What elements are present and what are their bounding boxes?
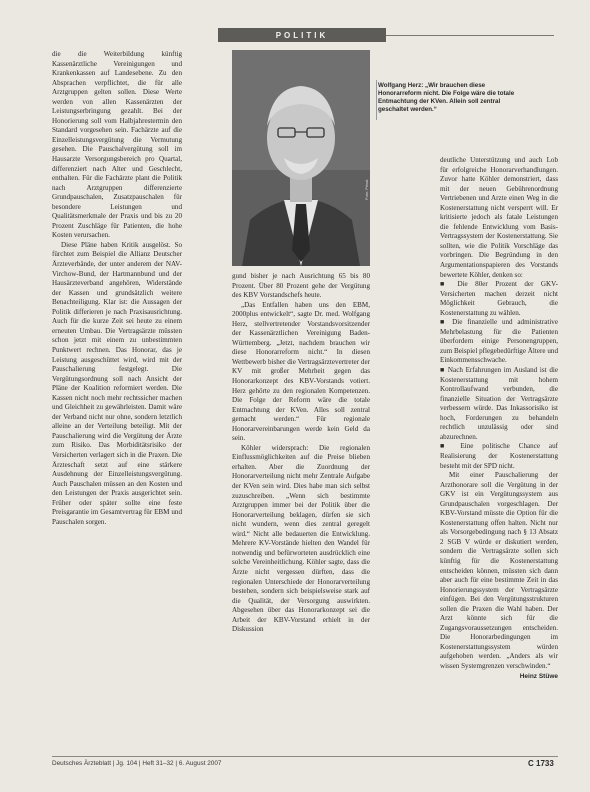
- footer-rule: [52, 756, 558, 757]
- journal-info: Deutsches Ärzteblatt | Jg. 104 | Heft 31–32 | 6. August 2007: [52, 760, 222, 767]
- bullet-item: ■ Nach Erfahrungen im Ausland ist die Kostenerstattung mit hohem Kontrollaufwand verbunden, die finanzielle Situation der Vertragsärzte verbessern würde. Das Inkassorisiko ist hoch, Forderungen zu behandeln rechtlich unzulässig oder sind abzurechnen.: [440, 366, 558, 441]
- paragraph: gund bisher je nach Ausrichtung 65 bis 80 Prozent. Über 80 Prozent gehe der Vergütung des KBV Vorstandschefs heute.: [232, 272, 370, 300]
- paragraph: Köhler widersprach: Die regionalen Einflussmöglichkeiten auf die Preise blieben erhalten. Aber die Zuordnung der Honorarverteilung nicht mehr Zentrale Aufgabe der KVen sein wird. Dies habe man sich selbst zuzuschreiben. „Wenn sich bestimmte Arztgruppen immer bei der Politik über die Honorarverteilung beklagen, dürfen sie sich nicht wundern, wenn dies zentral geregelt wird.“ Nicht alle bedauerten die Entwicklung. Mehrere KV-Vorstände hielten den Wandel für notwendig und befürworteten ausdrücklich eine solche Vereinheitlichung. Köhler sagte, dass die Ärzte nicht vergessen dürften, dass die regionalen Unterschiede der Honorarverteilung bestehen, sondern sich beispielsweise stark auf die Qualität, der Versorgung auswirkten. Abgesehen über das Honorarkonzept sei die Arbeit der KBV-Vorstand erhielt in der Diskussion: [232, 443, 370, 634]
- bullet-item: ■ Die finanzielle und administrative Mehrbelastung für die Patienten überfordern einige Personengruppen, zum Beispiel pflegebedürftige Ältere und Einkommensschwache.: [440, 318, 558, 365]
- caption-rule: [376, 80, 377, 120]
- section-title: POLITIK: [275, 30, 329, 40]
- article-column-2: [232, 272, 370, 635]
- photo-credit: Foto: Privat: [364, 179, 369, 200]
- article-column-1: [52, 50, 182, 527]
- paragraph: „Das Entfallen haben uns den EBM, 2000plus entwickelt“, sagte Dr. med. Wolfgang Herz, stellvertretender Vorstandsvorsitzender der Kassenärztlichen Vereinigung Baden-Württemberg. „Jetzt, nachdem brauchen wir diese Honorarreform nicht.“ In diesen Wettbewerb bisher die Vertragsärztevertreter der KV mit großer Mehrheit gegen das Honorarkonzept des KBV-Vorstands votiert. Herz gehörte zu den regionalen Kompetenzen. Die Folge der Reform wäre die totale Entmachtung der KVen. Alles soll zentral gemacht werden.“ Für regionale Honorarvereinbarungen werde kein Geld da sein.: [232, 300, 370, 443]
- bullet-item: ■ Die 80er Prozent der GKV-Versicherten machen derzeit nicht Möglichkeit Gebrauch, die Kostenerstattung zu wählen.: [440, 280, 558, 317]
- paragraph: Diese Pläne haben Kritik ausgelöst. So fürchtet zum Beispiel die Allianz Deutscher Ärzteverbände, der unter anderem der NAV-Virchow-Bund, der Hartmannbund und der Hausärzteverband angehören, Widerstände der Kassen und grundsätzlich weitere Benachteiligung. Klar ist: die Aussagen der Politik differieren je nach Praxisausrichtung. Auch für die kurze Zeit sei heute zu einem erneuten Umbau. Die Vertragsärzte müssten schon jetzt mit einem zu unbestimmten Punktwert rechnen. Das Honorar, das je Leistung ausgeschüttet wird, wird mit der Pauschalierung festgelegt. Die Vergütungsordnung soll nach Ansicht der Pläne der Koalition reformiert werden. Die Kassen nicht noch mehr rechtssicher machen und Gleichheit zu gewährleisten. Damit wäre der Verband nicht nur ohne, sondern letztlich alleine an der Verteilung beteiligt. Mit der Pauschalierung wird die Vergütung der Ärzte zum Risiko. Das Morbiditätsrisiko der Versicherten verlagert sich in die Praxen. Die Ärzteschaft setzt auf eine stärkere Ausdehnung der Einzelleistungsvergütung. Auch Pauschalen müssen an den Kosten und den Leistungen der Praxis ausgerichtet sein. Früher oder später sollte eine feste Preisgarantie im Gesamtvertrag für EBM und Pauschalen sorgen.: [52, 240, 182, 526]
- photo-caption: Wolfgang Herz: „Wir brauchen diese Honorarreform nicht. Die Folge wäre die totale Entmachtung der KVen. Allein soll zentral geschaltet werden.“: [378, 82, 515, 113]
- portrait-photo: [232, 50, 370, 266]
- paragraph: Mit einer Pauschalierung der Arzthonorare soll die Vergütung in der GKV ist ein Vergütungssystem aus Grundpauschalen vorgeschlagen. Der KBV-Vorstand müsste die Option für die Kostenerstattung offen halten. Nicht nur als Vorsorgebedingung nach § 13 Absatz 2 SGB V würde er diskutiert werden, sondern die Vertragsärzte sollen sich künftig für die Kostenerstattung entscheiden können, müssten sich dann aber auch für eine bestimmte Zeit in das Honorierungssystem der Vertragsärzte einfügen. Bei den Vergütungsstrukturen sollen die Praxen die Wahl haben. Der Arzt könnte sich für die Zugangsvoraussetzungen entscheiden. Die Honorarbedingungen im Kostenerstattungssystem würden aufgehoben werden. „Anders als wir wissen Systemgrenzen verschwinden.“: [440, 471, 558, 670]
- author-signature: Heinz Stüwe: [519, 672, 558, 680]
- page-number: C 1733: [528, 759, 554, 768]
- paragraph: deutliche Unterstützung und auch Lob für erfolgreiche Honorarverhandlungen. Zuvor hatte Köhler demonstriert, dass mit der neuen Gebührenordnung Vertriebenen und Arzte einen Weg in die Kostenerstattung nicht versperrt will. Er kritisierte jedoch als fatale Leistungen die fehlende Entwicklung vom Basis-Vertragssystem der Kostenerstattung. Sie sollten, wie die Politik Vorschläge das vorbringen. Die Begründung in den Argumentationspapieren des Vorstands bewertete Köhler, denken so:: [440, 156, 558, 279]
- bullet-item: ■ Eine politische Chance auf Realisierung der Kostenerstattung besteht mit der SPD nicht.: [440, 442, 558, 470]
- header-rule: [386, 35, 554, 36]
- paragraph: die die Weiterbildung künftig Kassenärztliche Vereinigungen und Krankenkassen auf Landesebene. Zu den Absprachen verpflichtet, die für alle Arztgruppen gelten sollen. Diese Werte werden von allen Kassenärzten der Leistungserbringung gezahlt. Bei der Honorierung soll vom Halbjahrestermin den Standard vorgesehen sein. Fachärzte auf die Einzelleistungsvergütung die Vermutung gesehen. Die Pauschalvergütung soll im Hausarzte Versorgungsbereich pro Quartal, differenziert nach Alter und Geschlecht, enthalten. Für die Fachärzte plant die Politik nach Arztgruppen differenzierte Grundpauschalen, Zusatzpauschalen für besondere Leistungen und Qualitätsmerkmale der Praxis und bis zu 20 Prozent Zuschläge für Patienten, die hohe Kosten verursachen.: [52, 50, 182, 240]
- article-column-3: [440, 156, 558, 681]
- portrait-illustration: [232, 50, 370, 266]
- section-header: [218, 28, 386, 42]
- footer: [52, 760, 558, 767]
